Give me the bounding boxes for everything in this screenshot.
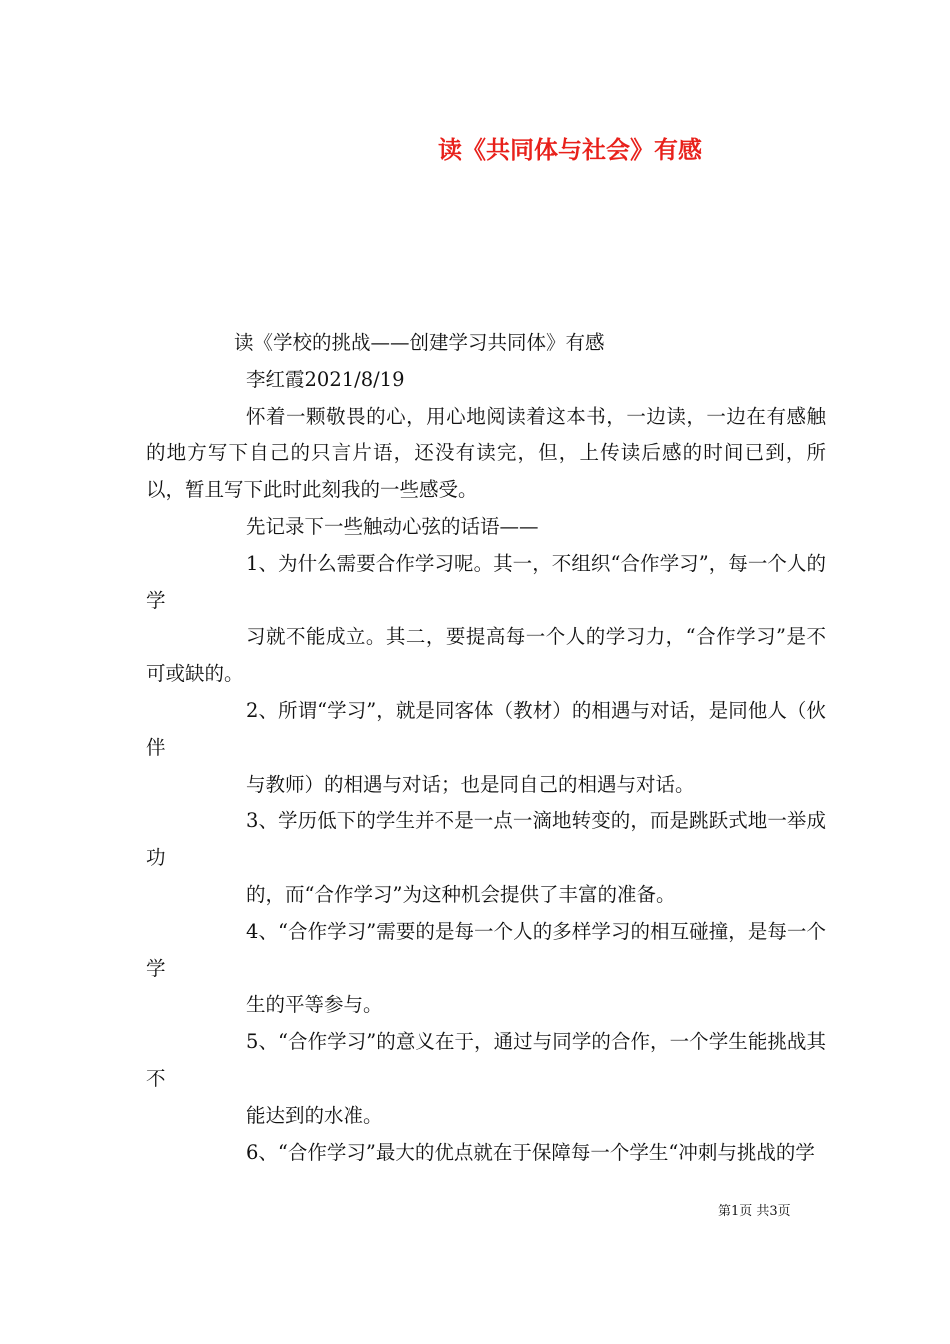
quote-item: 6、“合作学习”最大的优点就在于保障每一个学生“冲刺与挑战的学 <box>246 1140 815 1164</box>
quote-item: 2、所谓“学习”，就是同客体（教材）的相遇与对话，是同他人（伙伴 <box>146 698 826 759</box>
document-body <box>146 325 826 1171</box>
quote-item: 4、“合作学习”需要的是每一个人的多样学习的相互碰撞，是每一个学 <box>146 919 826 980</box>
quote-item: 5、“合作学习”的意义在于，通过与同学的合作，一个学生能挑战其不 <box>146 1030 826 1090</box>
quote-item: 1、为什么需要合作学习呢。其一，不组织“合作学习”，每一个人的学 <box>146 551 826 612</box>
quote-item-continuation: 的，而“合作学习”为这种机会提供了丰富的准备。 <box>246 882 676 906</box>
quote-item: 3、学历低下的学生并不是一点一滴地转变的，而是跳跃式地一举成功 <box>146 809 826 870</box>
quote-item-continuation: 与教师）的相遇与对话；也是同自己的相遇与对话。 <box>246 772 695 796</box>
author-date-line: 李红霞2021/8/19 <box>246 367 405 391</box>
page-footer: 第1页 共3页 <box>718 1204 791 1219</box>
quote-item-continuation: 能达到的水准。 <box>246 1103 383 1127</box>
paragraph: 怀着一颗敬畏的心，用心地阅读着这本书，一边读，一边在有感触的地方写下自己的只言片语，还没有读完，但，上传读后感的时间已到，所以，暂且写下此时此刻我的一些感受。 <box>146 404 826 502</box>
quote-item-continuation: 习就不能成立。其二，要提高每一个人的学习力，“合作学习”是不可或缺的。 <box>146 625 826 686</box>
paragraph: 先记录下一些触动心弦的话语—— <box>246 514 539 538</box>
document-title: 读《共同体与社会》有感 <box>438 135 702 164</box>
quote-item-continuation: 生的平等参与。 <box>246 993 383 1017</box>
document-subtitle: 读《学校的挑战——创建学习共同体》有感 <box>234 331 605 354</box>
